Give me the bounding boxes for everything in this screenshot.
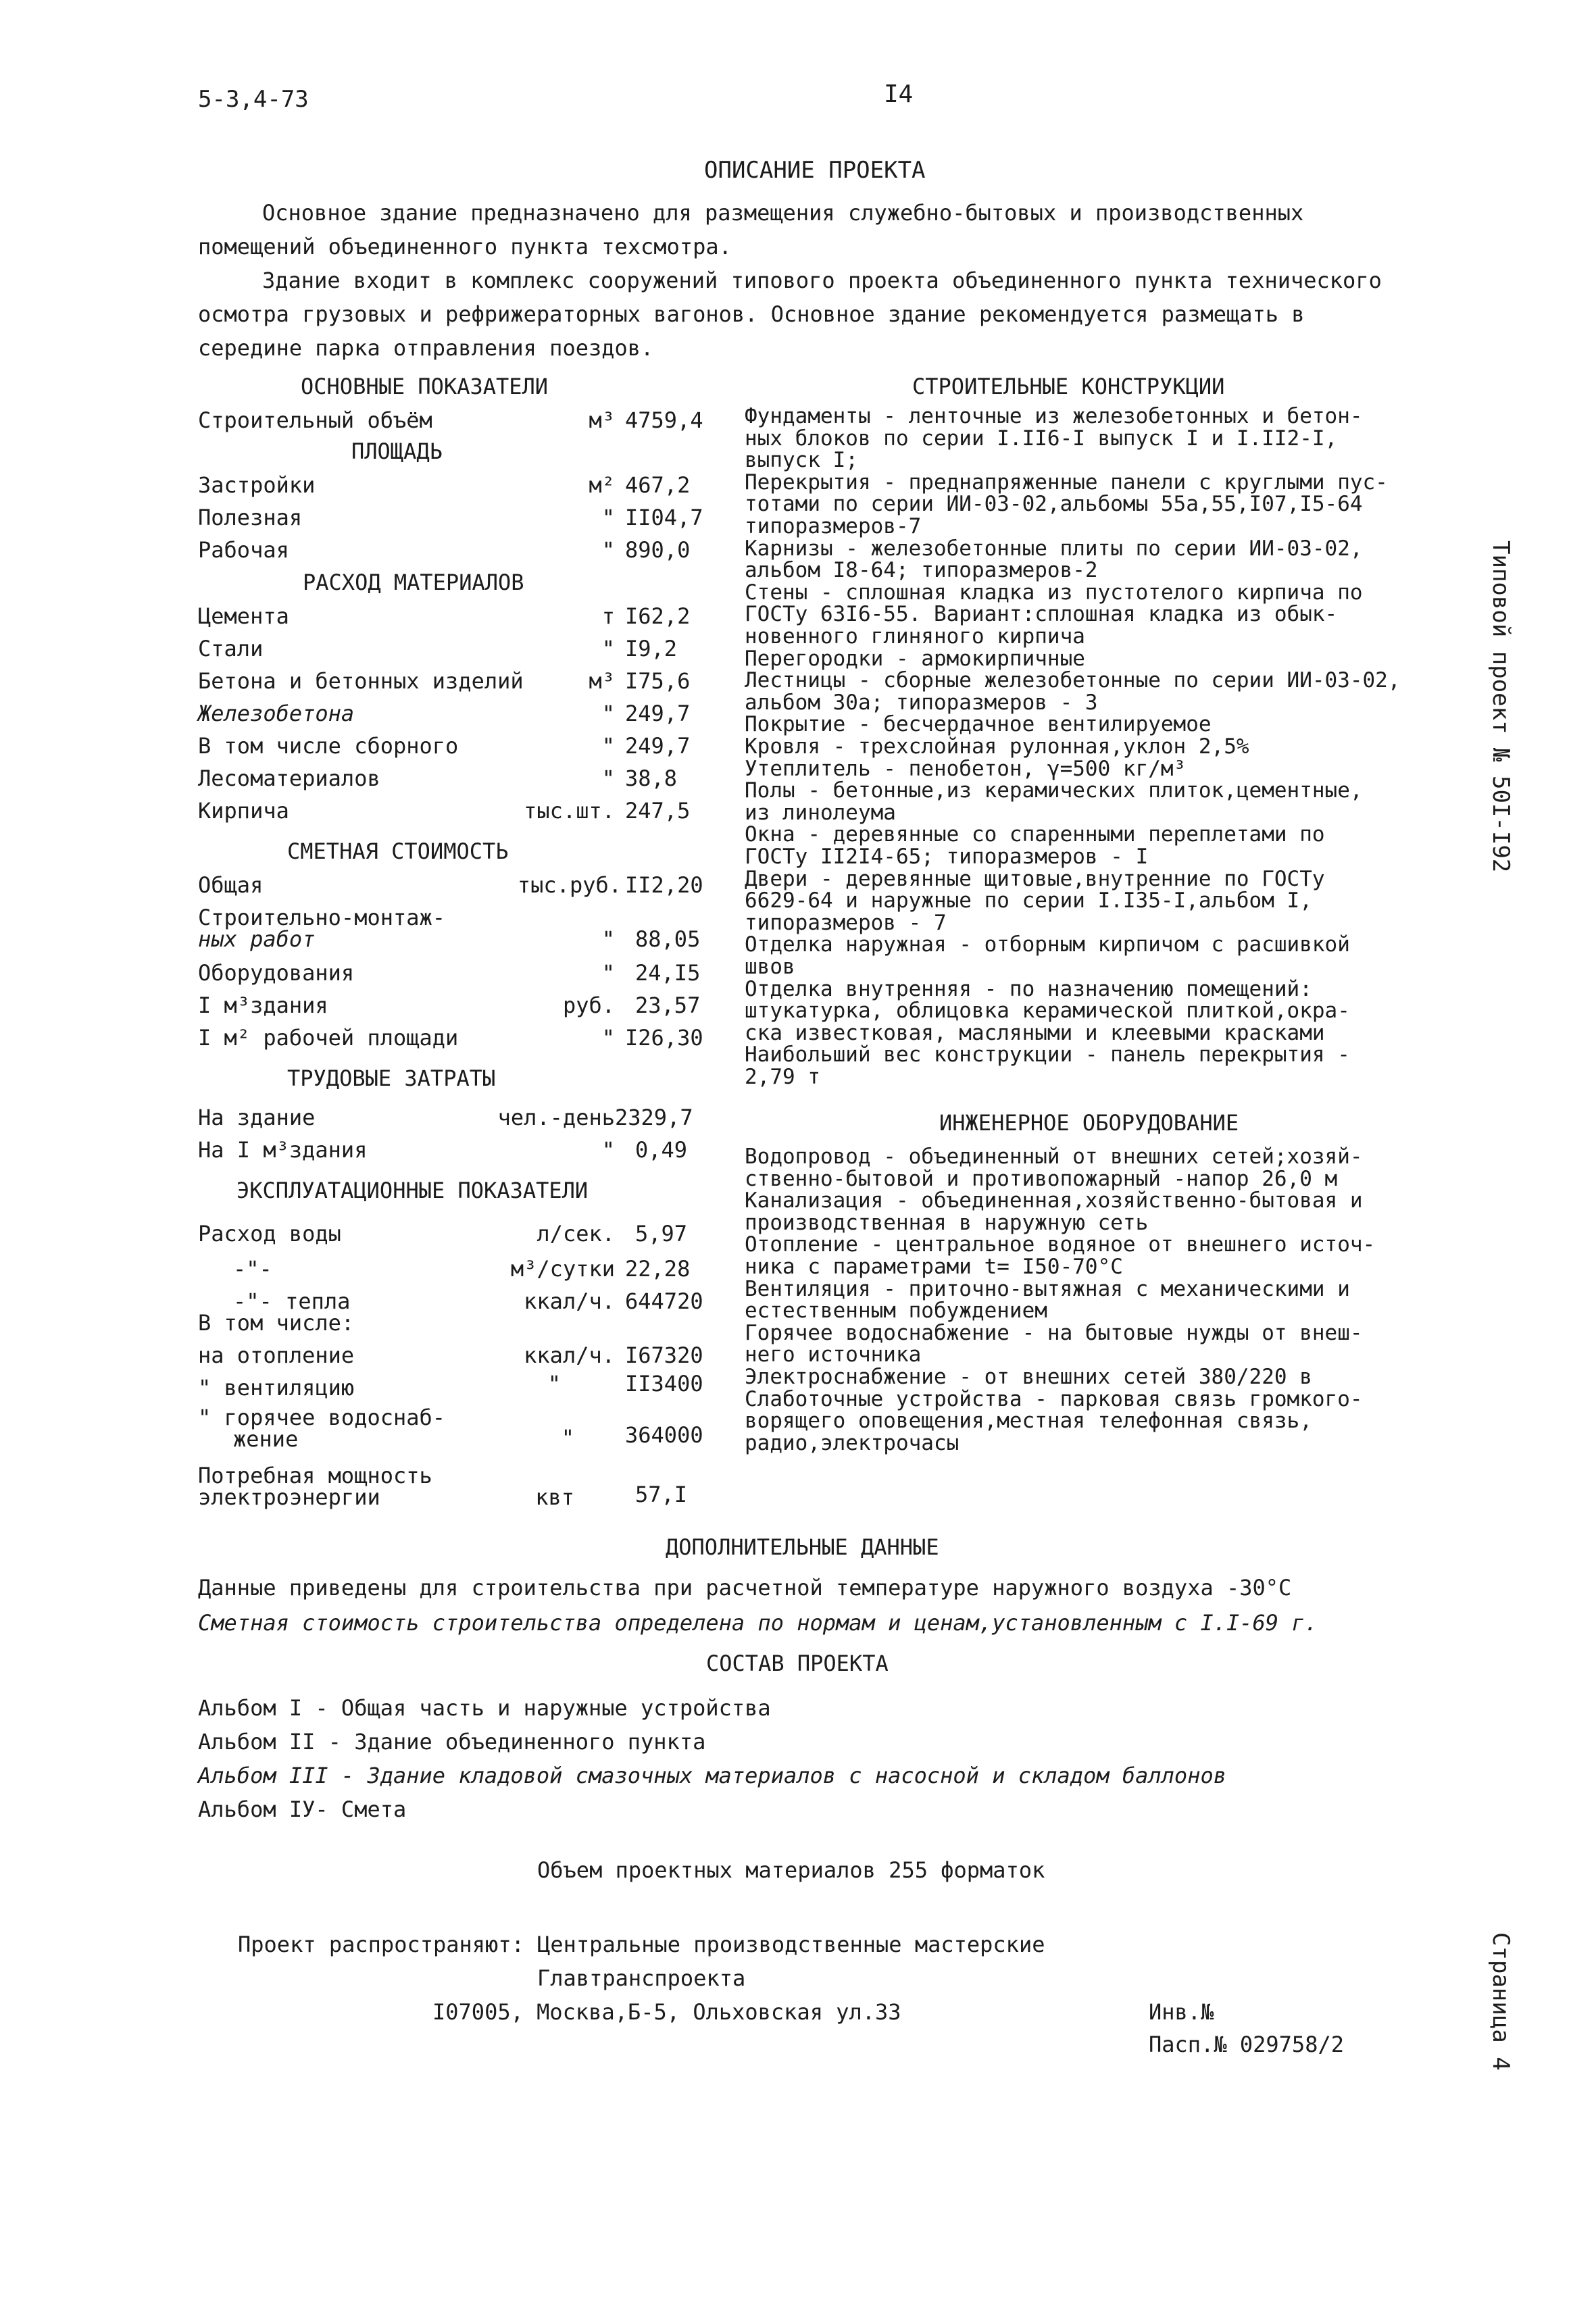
cost-value: 24,I5: [635, 960, 701, 986]
construction-line: типоразмеров-7: [745, 514, 922, 538]
construction-line: ГОСТу 63I6-55. Вариант:сплошная кладка из обык-: [745, 602, 1338, 627]
construction-line: альбом 30а; типоразмеров - 3: [745, 690, 1098, 715]
engineering-line: Вентиляция - приточно-вытяжная с механическими и: [745, 1276, 1350, 1301]
labor-label: На здание: [198, 1105, 316, 1130]
cost-label: ных работ: [198, 926, 316, 952]
material-unit: ": [601, 636, 615, 661]
ops-unit: ": [561, 1425, 574, 1451]
construction-line: Окна - деревянные со спаренными переплетами по: [745, 822, 1325, 847]
construction-line: Наибольший вес конструкции - панель перекрытия -: [745, 1042, 1350, 1067]
material-value: I75,6: [625, 668, 691, 694]
engineering-line: Слаботочные устройства - парковая связь громкого-: [745, 1386, 1363, 1411]
ops-unit: л/сек.: [537, 1221, 615, 1247]
construction-line: новенного глиняного кирпича: [745, 624, 1085, 649]
labor-heading: ТРУДОВЫЕ ЗАТРАТЫ: [287, 1065, 496, 1091]
construction-line: выпуск I;: [745, 448, 858, 473]
material-label: Лесоматериалов: [198, 765, 380, 791]
material-unit: ": [601, 765, 615, 791]
ops-label: " вентиляцию: [198, 1375, 355, 1401]
construction-line: ГОСТу II2I4-65; типоразмеров - I: [745, 845, 1149, 869]
engineering-line: Водопровод - объединенный от внешних сетей;хозяй-: [745, 1145, 1363, 1169]
construction-line: типоразмеров - 7: [745, 910, 947, 935]
cost-unit: ": [601, 960, 615, 986]
cost-heading: СМЕТНАЯ СТОИМОСТЬ: [287, 838, 509, 864]
engineering-line: ственно-бытовой и противопожарный -напор 26,0 м: [745, 1166, 1338, 1191]
construction-line: 2,79 т: [745, 1065, 820, 1089]
material-unit: ": [601, 733, 615, 759]
ops-label: электроэнергии: [198, 1484, 380, 1510]
construction-line: штукатурка, облицовка керамической плиткой,окра-: [745, 999, 1350, 1024]
area-value: II04,7: [625, 505, 703, 530]
area-unit: ": [601, 537, 615, 563]
engineering-line: Канализация - объединенная,хозяйственно-бытовая и: [745, 1188, 1363, 1213]
intro-paragraph-1: Основное здание предназначено для размещения служебно-бытовых и производственных помещений объединенного пункта техсмотра.: [198, 200, 1304, 259]
area-label: Рабочая: [198, 537, 289, 563]
material-label: Железобетона: [198, 701, 355, 726]
construction-line: швов: [745, 955, 795, 979]
material-label: Кирпича: [198, 798, 289, 824]
passport-number: Пасп.№ 029758/2: [1149, 2032, 1344, 2057]
engineering-line: естественным побуждением: [745, 1299, 1047, 1324]
engineering-heading: ИНЖЕНЕРНОЕ ОБОРУДОВАНИЕ: [939, 1110, 1239, 1136]
material-value: 249,7: [625, 733, 691, 759]
area-heading: ПЛОЩАДЬ: [351, 438, 443, 464]
ops-heading: ЭКСПЛУАТАЦИОННЫЕ ПОКАЗАТЕЛИ: [236, 1178, 589, 1203]
additional-line: Данные приведены для строительства при расчетной температуре наружного воздуха -30°С: [198, 1575, 1292, 1601]
ops-label: -"- тепла: [233, 1288, 351, 1314]
material-value: I62,2: [625, 603, 691, 629]
cost-unit: тыс.руб.: [517, 872, 622, 898]
material-value: 247,5: [625, 798, 691, 824]
cost-value: I26,30: [625, 1025, 703, 1051]
engineering-line: него источника: [745, 1342, 922, 1367]
additional-heading: ДОПОЛНИТЕЛЬНЫЕ ДАННЫЕ: [666, 1534, 939, 1560]
construction-line: Перекрытия - преднапряженные панели с круглыми пус-: [745, 470, 1388, 495]
construction-line: Лестницы - сборные железобетонные по серии ИИ-03-02,: [745, 668, 1401, 693]
album-item: Альбом III - Здание кладовой смазочных материалов с насосной и складом баллонов: [198, 1763, 1226, 1788]
ops-value: 5,97: [635, 1221, 688, 1247]
construction-line: альбом I8-64; типоразмеров-2: [745, 558, 1098, 583]
ops-unit: ": [547, 1371, 561, 1397]
distribution-line: Главтранспроекта: [537, 1965, 746, 1991]
ops-label: жение: [233, 1426, 299, 1452]
album-item: Альбом IУ- Смета: [198, 1796, 407, 1822]
construction-line: Полы - бетонные,из керамических плиток,цементные,: [745, 778, 1363, 803]
ops-label: Потребная мощность: [198, 1463, 432, 1488]
engineering-line: Горячее водоснабжение - на бытовые нужды от внеш-: [745, 1320, 1363, 1345]
construction-heading: СТРОИТЕЛЬНЫЕ КОНСТРУКЦИИ: [912, 374, 1225, 399]
volume-label: Строительный объём: [198, 407, 432, 433]
material-label: Цемента: [198, 603, 289, 629]
ops-label: на отопление: [198, 1342, 355, 1368]
material-label: Стали: [198, 636, 264, 661]
engineering-line: радио,электрочасы: [745, 1430, 959, 1455]
ops-value: II3400: [625, 1371, 703, 1397]
material-unit: ": [601, 701, 615, 726]
cost-label: I м² рабочей площади: [198, 1025, 459, 1051]
album-item: Альбом II - Здание объединенного пункта: [198, 1729, 706, 1755]
construction-line: ных блоков по серии I.II6-I выпуск I и I.II2-I,: [745, 426, 1338, 451]
ops-value: 22,28: [625, 1256, 691, 1282]
labor-unit: ": [601, 1137, 615, 1163]
ops-value: 57,I: [635, 1482, 688, 1507]
cost-label: Общая: [198, 872, 264, 898]
ops-unit: м³/сутки: [510, 1256, 615, 1282]
engineering-line: ника с параметрами t= I50-70°C: [745, 1255, 1123, 1279]
labor-value: 0,49: [635, 1137, 688, 1163]
distribution-line: Проект распространяют: Центральные производственные мастерские: [238, 1932, 1045, 1957]
ops-value: 644720: [625, 1288, 703, 1314]
cost-value: 23,57: [635, 992, 701, 1018]
document-code: 5-3,4-73: [198, 86, 309, 113]
cost-label: Оборудования: [198, 960, 355, 986]
ops-unit: ккал/ч.: [524, 1288, 615, 1314]
ops-including: В том числе:: [198, 1310, 355, 1336]
ops-unit: квт: [535, 1484, 574, 1510]
labor-value: 2329,7: [615, 1105, 693, 1130]
additional-line: Сметная стоимость строительства определена по нормам и ценам,установленным с I.I-69 г.: [198, 1610, 1318, 1636]
construction-line: Перегородки - армокирпичные: [745, 646, 1085, 671]
intro-paragraph-2: Здание входит в комплекс сооружений типового проекта объединенного пункта технического осмотра грузовых и рефрижераторных вагонов. Основное здание рекомендуется размещать в середине парка отправления поездов.: [198, 268, 1382, 361]
engineering-line: Электроснабжение - от внешних сетей 380/220 в: [745, 1365, 1312, 1389]
construction-line: 6629-64 и наружные по серии I.I35-I,альбом I,: [745, 888, 1312, 913]
cost-label: I м³здания: [198, 992, 328, 1018]
construction-line: Двери - деревянные щитовые,внутренние по ГОСТу: [745, 866, 1325, 891]
distribution-address: I07005, Москва,Б-5, Ольховская ул.33: [432, 1999, 901, 2025]
engineering-line: производственная в наружную сеть: [745, 1210, 1149, 1235]
material-unit: т: [601, 603, 615, 629]
construction-line: Кровля - трехслойная рулонная,уклон 2,5%: [745, 734, 1249, 759]
album-item: Альбом I - Общая часть и наружные устройства: [198, 1695, 771, 1721]
construction-line: Стены - сплошная кладка из пустотелого кирпича по: [745, 580, 1363, 605]
construction-line: из линолеума: [745, 800, 896, 825]
cost-unit: руб.: [562, 992, 615, 1018]
materials-heading: РАСХОД МАТЕРИАЛОВ: [303, 570, 524, 595]
material-value: I9,2: [625, 636, 678, 661]
ops-label: Расход воды: [198, 1221, 341, 1247]
area-label: Застройки: [198, 472, 316, 498]
material-label: В том числе сборного: [198, 733, 459, 759]
page-number: I4: [884, 80, 914, 108]
construction-line: тотами по серии ИИ-03-02,альбомы 55а,55,I07,I5-64: [745, 492, 1363, 517]
volume-value: 4759,4: [625, 407, 703, 433]
inventory-number: Инв.№: [1149, 1999, 1214, 2025]
cost-unit: ": [601, 1025, 615, 1051]
cost-unit: ": [601, 926, 615, 952]
area-value: 890,0: [625, 537, 691, 563]
cost-value: II2,20: [625, 872, 703, 898]
side-project-number: Типовой проект № 50I-I92: [1487, 540, 1514, 873]
material-value: 38,8: [625, 765, 678, 791]
engineering-line: ворящего оповещения,местная телефонная связь,: [745, 1409, 1312, 1434]
ops-value: 364000: [625, 1422, 703, 1448]
ops-label: " горячее водоснаб-: [198, 1405, 446, 1430]
area-unit: ": [601, 505, 615, 530]
cost-value: 88,05: [635, 926, 701, 952]
construction-line: Фундаменты - ленточные из железобетонных и бетон-: [745, 404, 1363, 428]
composition-heading: СОСТАВ ПРОЕКТА: [706, 1651, 889, 1676]
construction-line: Карнизы - железобетонные плиты по серии ИИ-03-02,: [745, 536, 1363, 561]
volume-note: Объем проектных материалов 255 форматок: [537, 1857, 1045, 1883]
construction-line: Утеплитель - пенобетон, γ=500 кг/м³: [745, 756, 1187, 781]
ops-unit: ккал/ч.: [524, 1342, 615, 1368]
area-label: Полезная: [198, 505, 303, 530]
construction-line: Покрытие - бесчердачное вентилируемое: [745, 712, 1212, 737]
material-value: 249,7: [625, 701, 691, 726]
ops-value: I67320: [625, 1342, 703, 1368]
area-value: 467,2: [625, 472, 691, 498]
labor-unit: чел.-день: [497, 1105, 615, 1130]
construction-line: Отделка наружная - отборным кирпичом с расшивкой: [745, 932, 1350, 957]
main-indicators-heading: ОСНОВНЫЕ ПОКАЗАТЕЛИ: [301, 374, 549, 399]
construction-line: Отделка внутренняя - по назначению помещений:: [745, 976, 1312, 1001]
volume-unit: м³: [589, 407, 615, 433]
labor-label: На I м³здания: [198, 1137, 368, 1163]
ops-label: -"-: [233, 1256, 272, 1282]
engineering-line: Отопление - центральное водяное от внешнего источ-: [745, 1232, 1376, 1257]
material-label: Бетона и бетонных изделий: [198, 668, 524, 694]
material-unit: м³: [589, 668, 615, 694]
page-title: ОПИСАНИЕ ПРОЕКТА: [704, 157, 926, 184]
material-unit: тыс.шт.: [524, 798, 615, 824]
cost-label: Строительно-монтаж-: [198, 905, 446, 930]
construction-line: ска известковая, масляными и клеевыми красками: [745, 1020, 1325, 1045]
area-unit: м²: [589, 472, 615, 498]
side-page-label: Страница 4: [1487, 1932, 1514, 2071]
